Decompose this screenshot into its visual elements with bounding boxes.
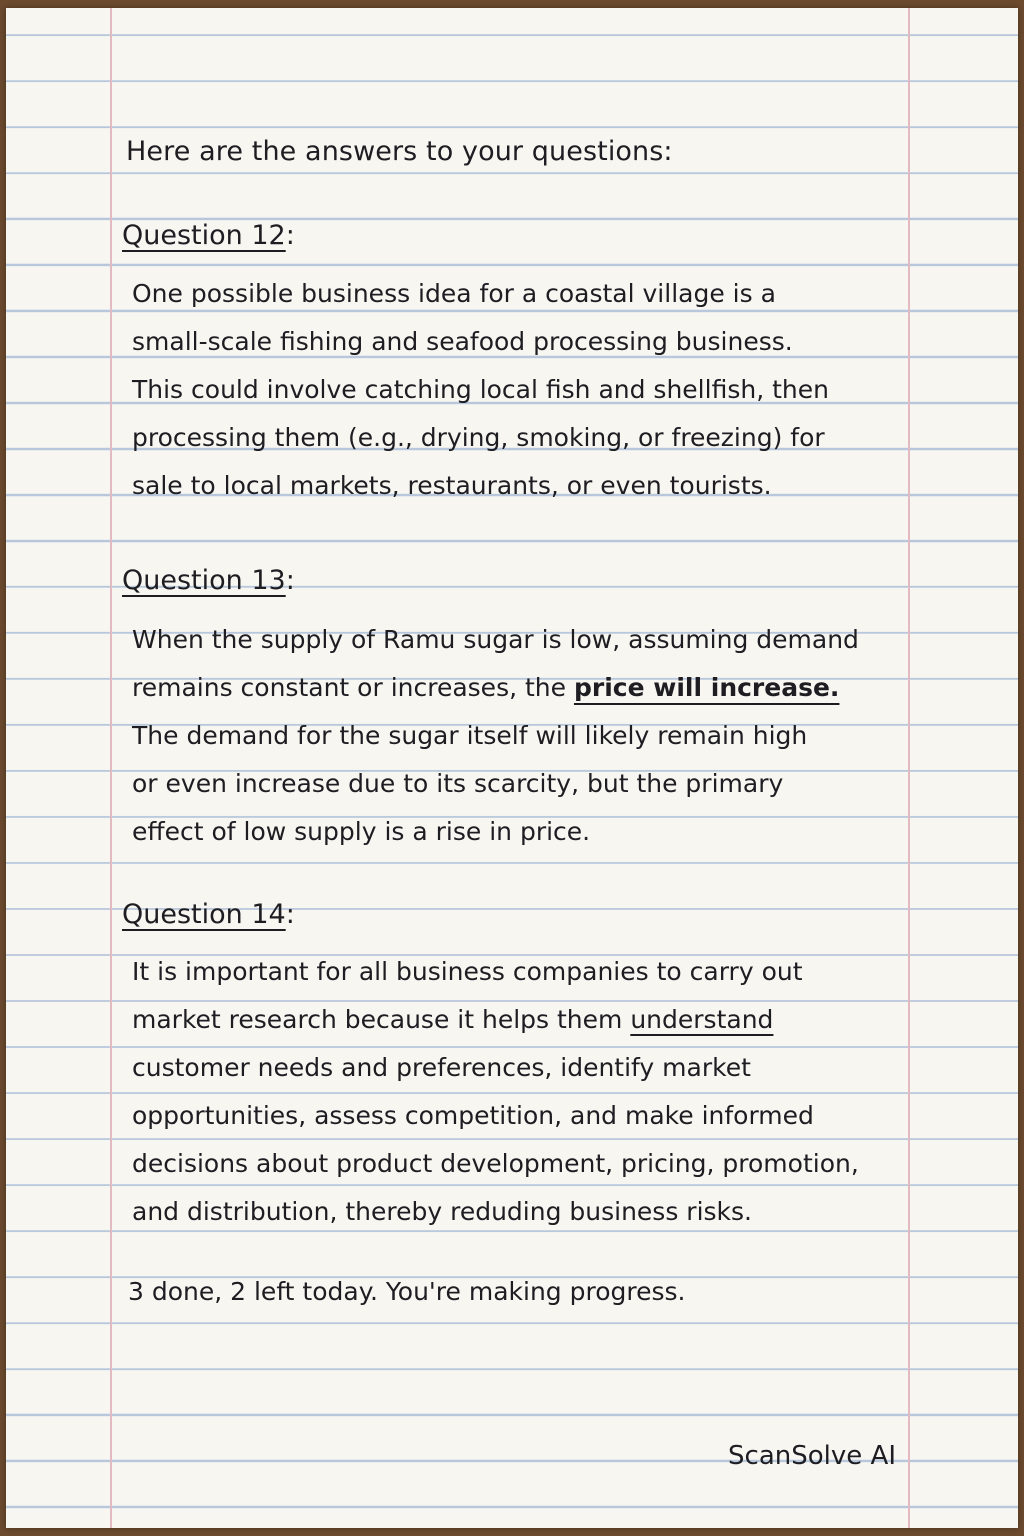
signature: ScanSolve AI [728,1441,896,1471]
answer-line: opportunities, assess competition, and make informed [132,1101,814,1130]
answer-line: It is important for all business companies to carry out [132,957,803,986]
question-14-colon: : [285,899,295,930]
question-13-colon: : [285,565,295,596]
answer-line: and distribution, thereby reduding business risks. [132,1197,752,1226]
question-14-title: Question 14 [122,899,286,930]
answer-line: sale to local markets, restaurants, or even tourists. [132,471,772,500]
answer-line [132,664,912,712]
notebook-page [6,8,1018,1528]
answer-line: small-scale fishing and seafood processing business. [132,327,793,356]
question-13-answer [132,616,912,856]
answer-line: decisions about product development, pricing, promotion, [132,1149,859,1178]
answer-line [132,996,912,1044]
intro-text: Here are the answers to your questions: [126,136,673,167]
question-13-title: Question 13 [122,565,286,596]
answer-line: This could involve catching local fish and shellfish, then [132,375,829,404]
answer-line: The demand for the sugar itself will likely remain high [132,721,808,750]
answer-line: effect of low supply is a rise in price. [132,817,591,846]
question-12-answer [132,270,912,510]
answer-line: One possible business idea for a coastal village is a [132,279,776,308]
answer-text: market research because it helps them [132,1005,631,1034]
answer-line: or even increase due to its scarcity, but the primary [132,769,784,798]
answer-line: processing them (e.g., drying, smoking, or freezing) for [132,423,825,452]
progress-note: 3 done, 2 left today. You're making progress. [128,1277,686,1306]
underlined-word: understand [630,1005,774,1034]
question-14-answer [132,948,912,1236]
answer-text: remains constant or increases, the [132,673,574,702]
answer-line: When the supply of Ramu sugar is low, assuming demand [132,625,859,654]
question-12-title: Question 12 [122,220,286,251]
left-margin-line [110,8,112,1528]
answer-line: customer needs and preferences, identify market [132,1053,751,1082]
emphasized-answer: price will increase. [573,673,840,702]
question-12-colon: : [285,220,295,251]
question-12-heading [122,214,295,258]
question-13-heading [122,559,295,603]
question-14-heading [122,893,295,937]
